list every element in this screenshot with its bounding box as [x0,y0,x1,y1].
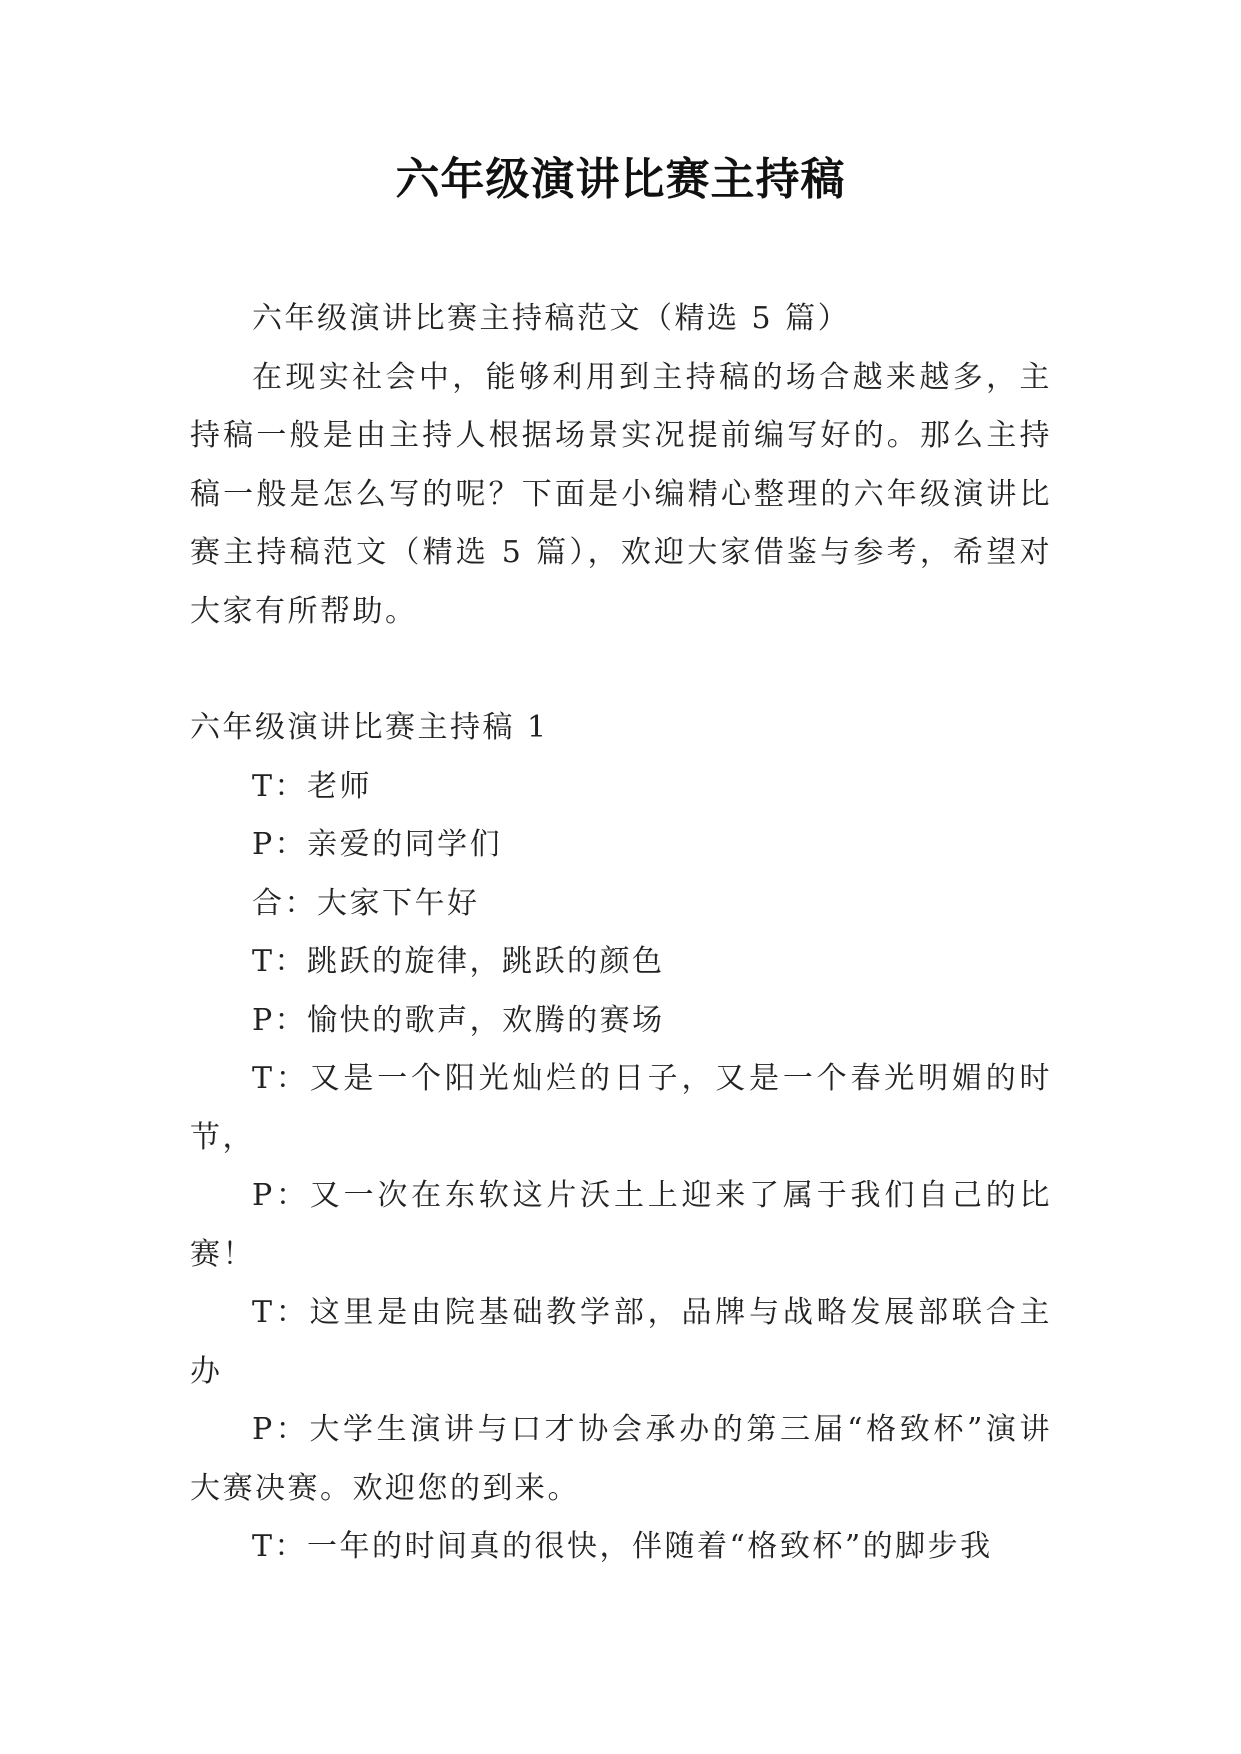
dialogue-line: P：大学生演讲与口才协会承办的第三届“格致杯”演讲大赛决赛。欢迎您的到来。 [190,1412,1052,1506]
dialogue-line: T：跳跃的旋律，跳跃的颜色 [252,944,665,979]
document-title: 六年级演讲比赛主持稿 [395,154,846,205]
dialogue-line: T：老师 [252,768,373,804]
paragraph-gap [190,641,1052,699]
dialogue-line: 合：大家下午好 [252,885,480,921]
dialogue-line: P：亲爱的同学们 [252,827,503,862]
dialogue-line: P：又一次在东软这片沃土上迎来了属于我们自己的比赛！ [190,1178,1052,1272]
section-heading: 六年级演讲比赛主持稿 1 [190,710,549,745]
intro-paragraph: 在现实社会中，能够利用到主持稿的场合越来越多，主持稿一般是由主持人根据场景实况提前编写好的。那么主持稿一般是怎么写的呢？下面是小编精心整理的六年级演讲比赛主持稿范文（精选 5 篇），欢迎大家借鉴与参考，希望对大家有所帮助。 [190,359,1052,629]
dialogue-line: T：一年的时间真的很快，伴随着“格致杯”的脚步我 [252,1529,993,1564]
document-body [190,290,1052,1577]
intro-heading: 六年级演讲比赛主持稿范文（精选 5 篇） [252,301,851,336]
dialogue-line: T：又是一个阳光灿烂的日子，又是一个春光明媚的时节， [190,1061,1052,1155]
dialogue-line: P：愉快的歌声，欢腾的赛场 [252,1002,665,1038]
dialogue-line: T：这里是由院基础教学部，品牌与战略发展部联合主办 [190,1295,1052,1389]
